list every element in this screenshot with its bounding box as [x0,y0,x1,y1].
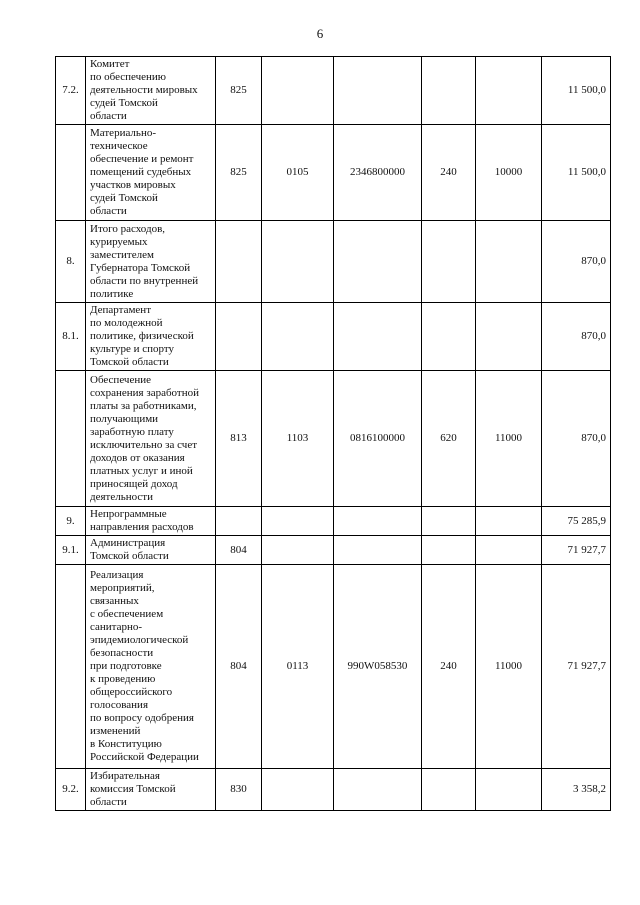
section-code-cell [262,57,334,125]
target-code-cell [334,57,422,125]
row-name-line: Избирательная [90,770,160,782]
ministry-code-cell: 813 [216,371,262,507]
target-code-cell [334,769,422,811]
row-number-cell: 7.2. [56,57,86,125]
row-name-line: голосования [90,699,149,711]
sum-cell: 71 927,7 [542,565,611,769]
target-code-cell [334,536,422,565]
row-name-cell [86,536,216,565]
row-name-cell [86,769,216,811]
expense-type-cell: 240 [422,125,476,221]
row-name-cell [86,507,216,536]
sum-cell: 11 500,0 [542,57,611,125]
target-code-cell: 2346800000 [334,125,422,221]
section-code-cell [262,507,334,536]
row-name-line: Губернатора Томской [90,261,191,274]
row-name-line: платы за работниками, [90,399,197,412]
section-code-cell: 0113 [262,565,334,769]
row-name-line: Непрограммные [90,508,167,520]
purpose-code-cell [476,57,542,125]
row-name-line: по молодежной [90,317,163,329]
row-name-line: сохранения заработной [90,386,199,399]
table-row [56,536,611,565]
purpose-code-cell [476,769,542,811]
row-name-line: к проведению [90,673,156,685]
row-name-line: Администрация [90,537,166,549]
expense-type-cell [422,221,476,303]
sum-cell: 870,0 [542,303,611,371]
table-row [56,565,611,769]
row-number-cell: 9. [56,507,86,536]
sum-cell: 11 500,0 [542,125,611,221]
table-row [56,371,611,507]
ministry-code-cell [216,303,262,371]
row-name-line: приносящей доход [90,477,178,490]
purpose-code-cell [476,221,542,303]
row-name-line: эпидемиологической [90,634,189,646]
row-number-cell: 9.2. [56,769,86,811]
row-number-cell: 8.1. [56,303,86,371]
sum-cell: 71 927,7 [542,536,611,565]
budget-table-body [56,57,611,811]
row-name-line: помещений судебных [90,166,192,178]
row-name-line: курируемых [90,235,148,248]
row-name-line: Томской области [90,356,169,368]
row-name-line: мероприятий, [90,582,155,594]
row-name-line: Обеспечение [90,373,151,386]
row-name-line: платных услуг и иной [90,464,193,477]
row-name-line: исключительно за счет [90,438,198,451]
row-name-cell [86,57,216,125]
expense-type-cell [422,57,476,125]
ministry-code-cell: 825 [216,57,262,125]
purpose-code-cell [476,536,542,565]
expense-type-cell [422,769,476,811]
row-name-cell [86,221,216,303]
ministry-code-cell [216,507,262,536]
purpose-code-cell: 10000 [476,125,542,221]
section-code-cell [262,769,334,811]
ministry-code-cell [216,221,262,303]
ministry-code-cell: 830 [216,769,262,811]
table-row [56,125,611,221]
row-number-cell: 8. [56,221,86,303]
row-name-line: области [90,205,127,217]
row-name-line: санитарно- [90,621,143,633]
expense-type-cell [422,507,476,536]
row-number-cell [56,565,86,769]
row-name-line: политике [90,287,134,300]
section-code-cell [262,221,334,303]
row-name-line: участков мировых [90,179,176,191]
table-row [56,507,611,536]
ministry-code-cell: 825 [216,125,262,221]
target-code-cell [334,507,422,536]
row-name-line: с обеспечением [90,608,164,620]
expense-type-cell [422,536,476,565]
purpose-code-cell [476,303,542,371]
row-name-line: направления расходов [90,521,194,533]
expense-type-cell [422,303,476,371]
row-name-cell [86,125,216,221]
ministry-code-cell: 804 [216,536,262,565]
row-name-line: политике, физической [90,330,194,342]
row-name-cell [86,371,216,507]
target-code-cell [334,221,422,303]
sum-cell: 870,0 [542,221,611,303]
row-name-cell [86,565,216,769]
row-name-line: в Конституцию [90,738,162,750]
target-code-cell [334,303,422,371]
row-name-line: Материально- [90,127,156,139]
row-name-line: Комитет [90,58,130,70]
row-name-line: заработную плату [90,425,174,438]
row-name-line: связанных [90,595,139,607]
sum-cell: 3 358,2 [542,769,611,811]
row-name-line: области [90,110,127,122]
expense-type-cell: 240 [422,565,476,769]
row-name-line: культуре и спорту [90,343,175,355]
row-name-line: заместителем [90,248,154,261]
row-name-line: Департамент [90,304,152,316]
row-name-line: получающими [90,412,159,425]
row-name-line: доходов от оказания [90,451,185,464]
row-name-line: по вопросу одобрения [90,712,194,724]
row-name-line: области по внутренней [90,274,199,287]
row-number-cell: 9.1. [56,536,86,565]
table-row [56,303,611,371]
row-name-line: обеспечение и ремонт [90,153,194,165]
sum-cell: 75 285,9 [542,507,611,536]
row-name-line: комиссия Томской [90,783,176,795]
expense-type-cell: 620 [422,371,476,507]
table-row [56,769,611,811]
row-name-line: Томской области [90,550,169,562]
section-code-cell: 0105 [262,125,334,221]
section-code-cell: 1103 [262,371,334,507]
row-number-cell [56,125,86,221]
row-name-line: изменений [90,725,141,737]
target-code-cell: 990W058530 [334,565,422,769]
row-name-line: деятельности [90,490,153,503]
budget-table [55,56,611,811]
row-name-line: общероссийского [90,686,173,698]
row-name-line: деятельности мировых [90,84,198,96]
row-name-line: техническое [90,140,148,152]
row-name-line: Российской Федерации [90,751,199,763]
purpose-code-cell [476,507,542,536]
row-name-line: судей Томской [90,192,158,204]
section-code-cell [262,303,334,371]
section-code-cell [262,536,334,565]
target-code-cell: 0816100000 [334,371,422,507]
purpose-code-cell: 11000 [476,371,542,507]
row-name-line: судей Томской [90,97,158,109]
page-number: 6 [316,26,324,41]
table-row [56,57,611,125]
row-name-line: при подготовке [90,660,162,672]
row-name-line: Итого расходов, [90,222,166,235]
row-name-line: области [90,796,127,808]
row-number-cell [56,371,86,507]
purpose-code-cell: 11000 [476,565,542,769]
row-name-line: Реализация [90,569,144,581]
table-row [56,221,611,303]
row-name-cell [86,303,216,371]
sum-cell: 870,0 [542,371,611,507]
row-name-line: по обеспечению [90,71,167,83]
row-name-line: безопасности [90,647,154,659]
ministry-code-cell: 804 [216,565,262,769]
